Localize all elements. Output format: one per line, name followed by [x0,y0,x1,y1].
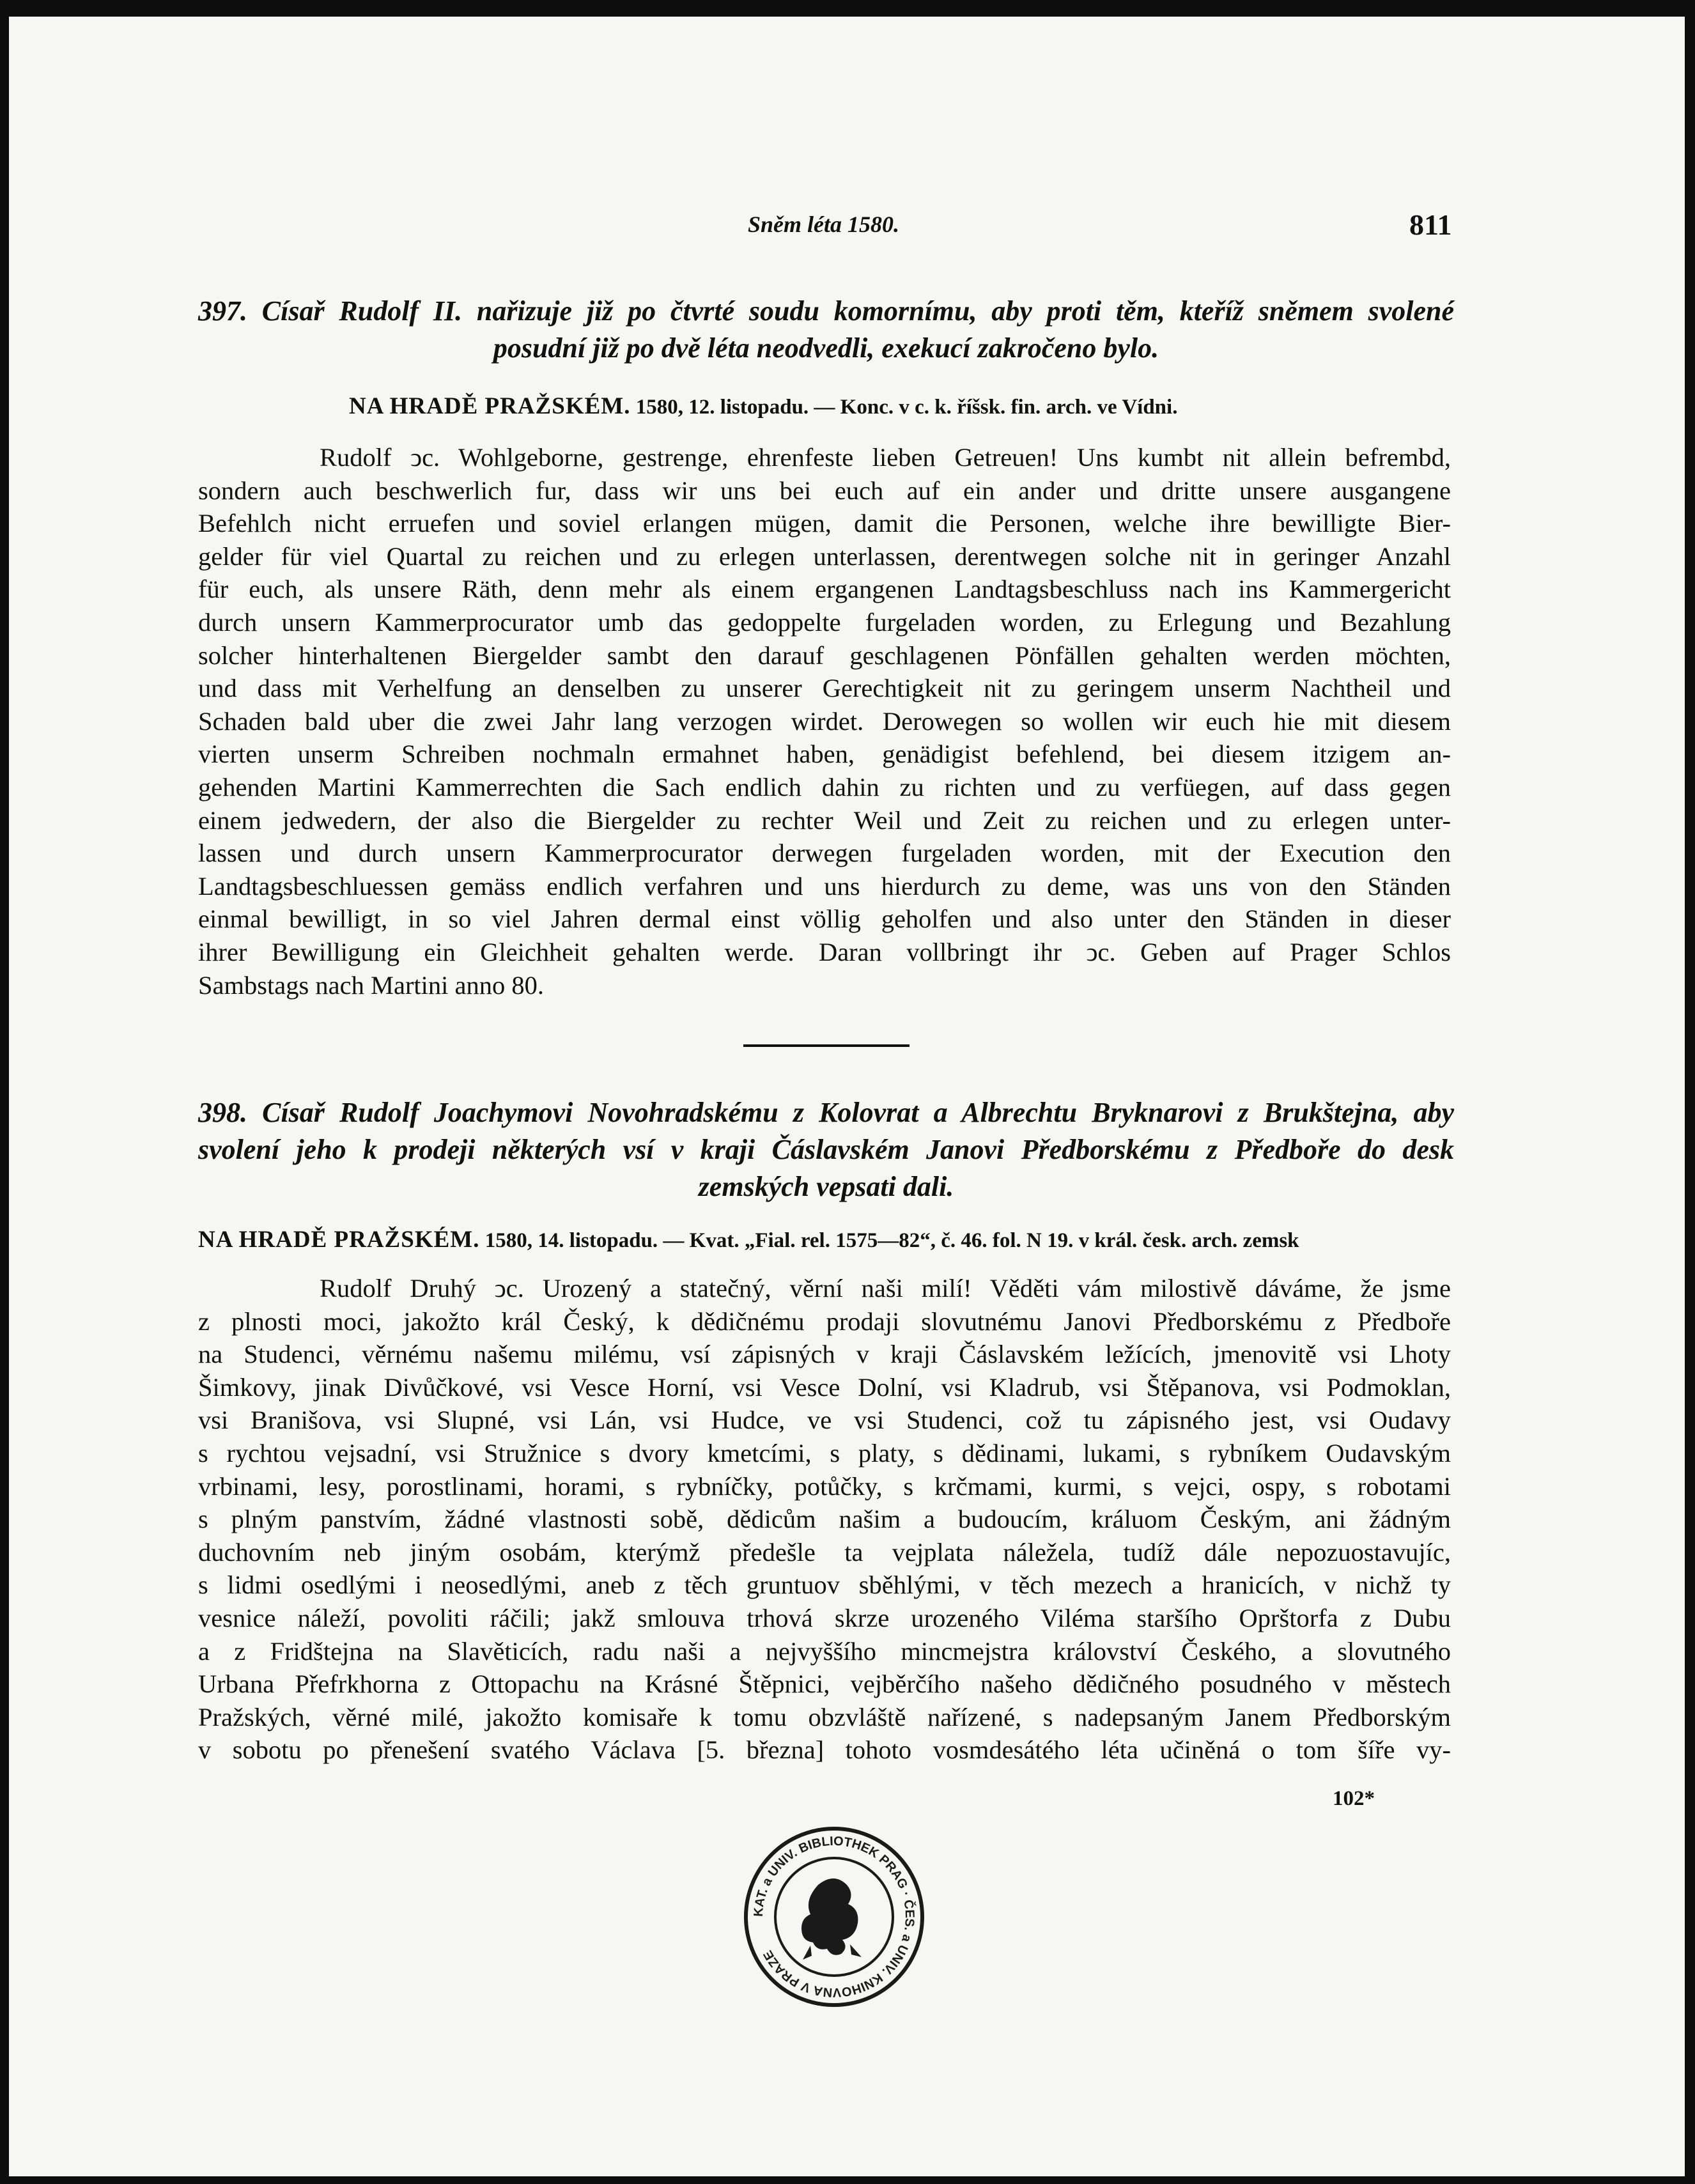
heading-line: 397. Císař Rudolf II. nařizuje již po čtvrté soudu komornímu, aby proti těm, kteříž sněmem svolené [198,295,1454,327]
body-line: einem jedwedern, der also die Biergelder zu rechter Weil und Zeit zu reichen und zu erlegen unter- [198,805,1451,835]
body-line: vrbinami, lesy, porostlinami, horami, s rybníčky, potůčky, s krčmami, kurmi, s vejci, ospy, s robotami [198,1471,1451,1501]
body-line: Rudolf ↄc. Wohlgeborne, gestrenge, ehrenfeste lieben Getreuen! Uns kumbt nit allein befrembd, [320,443,1451,472]
printer-signature-mark: 102* [1333,1787,1375,1810]
body-line: z plnosti moci, jakožto král Český, k dědičnému prodaji slovutnému Janovi Předborskému z Předboře [198,1306,1451,1336]
body-line: Befehlch nicht erruefen und soviel erlangen mügen, damit die Personen, welche ihre bewilligte Bier- [198,509,1451,538]
running-title: Sněm léta 1580. [748,212,900,237]
scan-border-top [0,0,1695,17]
scan-border-right [1685,0,1695,2184]
body-line: Schaden bald uber die zwei Jahr lang verzogen wirdet. Derowegen so wollen wir euch hie mit diesem [198,706,1451,736]
body-line: Pražských, věrné milé, jakožto komisaře k tomu obzvláště nařízené, s nadepsaným Janem Předborským [198,1702,1451,1731]
body-line: a z Fridštejna na Slavěticích, radu naši a nejvyššího mincmejstra království Českého, a slovutného [198,1636,1451,1666]
page-number: 811 [1409,208,1452,241]
source-place: NA HRADĚ PRAŽSKÉM. [198,1227,480,1253]
body-line: solcher hinterhaltenen Biergelder sambt den darauf geschlagenen Pönfällen gehalten werden möchten, [198,640,1451,670]
body-line: Sambstags nach Martini anno 80. [198,970,545,1000]
lion-seal-icon [801,1878,862,1960]
doc-398-source [198,1226,1299,1253]
body-line: vierten unserm Schreiben nochmaln ermahnet haben, genädigist befehlend, bei diesem itzigem an- [198,740,1451,769]
body-line: gelder für viel Quartal zu reichen und zu erlegen unterlassen, derentwegen solche nit in geringer Anzahl [198,541,1451,571]
body-line: und dass mit Verhelfung an denselben zu unserer Gerechtigkeit nit zu geringem unserm Nachtheil und [198,674,1451,703]
stamp-ring-text: KAT. a UNIV. BIBLIOTHEK PRAG · ČES. a UNIV. KNIHOVNA V PRAZE [751,1834,917,2000]
doc-398-body [198,1272,1451,1767]
body-line: lassen und durch unsern Kammerprocurator derwegen furgeladen worden, mit der Execution den [198,839,1451,868]
body-line: ihrer Bewilligung ein Gleichheit gehalten werde. Daran vollbringt ihr ↄc. Geben auf Prager Schlos [198,937,1451,966]
doc-397-source [349,392,1177,420]
doc-397-body [198,441,1451,1002]
heading-line: posudní již po dvě léta neodvedli, exekucí zakročeno bylo. [493,332,1159,364]
body-line: vesnice náleží, povoliti ráčili; jakž smlouva trhová skrze urozeného Viléma staršího Oprštorfa z Dubu [198,1603,1451,1632]
body-line: Landtagsbeschluessen gemäss endlich verfahren und uns hierdurch zu deme, was uns von den Ständen [198,871,1451,901]
body-line: s plným panstvím, žádné vlastnosti sobě, dědicům našim a budoucím, králuom Českým, ani žádným [198,1505,1451,1534]
source-details: 1580, 14. listopadu. — Kvat. „Fial. rel. 1575—82“, č. 46. fol. N 19. v král. česk. arch. zemsk [479,1229,1299,1252]
body-line: s lidmi osedlými i neosedlými, aneb z těch gruntuov sběhlými, v těch mezech a hranicích, v nichž ty [198,1570,1451,1600]
section-divider [743,1044,909,1047]
scan-border-bottom [0,2176,1695,2184]
body-line: durch unsern Kammerprocurator umb das gedoppelte furgeladen worden, zu Erlegung und Bezahlung [198,607,1451,637]
scan-border-left [0,0,9,2184]
heading-line: zemských vepsati dali. [698,1171,954,1202]
body-line: Rudolf Druhý ↄc. Urozený a statečný, věrní naši milí! Věděti vám milostivě dáváme, že jsme [320,1274,1451,1303]
doc-398-heading [198,1094,1454,1205]
body-line: Urbana Přefrkhorna z Ottopachu na Krásné Štěpnici, vejběrčího našeho dědičného posudného v městech [198,1669,1451,1699]
body-line: Šimkovy, jinak Divůčkové, vsi Vesce Horní, vsi Vesce Dolní, vsi Kladrub, vsi Štěpanova, vsi Podmoklan, [198,1372,1451,1402]
doc-397-heading [198,293,1454,367]
source-details: 1580, 12. listopadu. — Konc. v c. k. říšsk. fin. arch. ve Vídni. [630,396,1178,419]
heading-line: 398. Císař Rudolf Joachymovi Novohradskému z Kolovrat a Albrechtu Bryknarovi z Brukštejna, aby [198,1097,1454,1128]
body-line: s rychtou vejsadní, vsi Stružnice s dvory kmetcími, s platy, s dědinami, lukami, s rybníkem Oudavským [198,1438,1451,1468]
body-line: v sobotu po přenešení svatého Václava [5. března] tohoto vosmdesátého léta učiněná o tom šíře vy- [198,1735,1451,1765]
body-line: gehenden Martini Kammerrechten die Sach endlich dahin zu richten und zu verfüegen, auf dass gegen [198,772,1451,802]
body-line: na Studenci, věrnému našemu milému, vsí zápisných v kraji Čáslavském ležících, jmenovitě vsi Lhoty [198,1340,1451,1369]
body-line: duchovním neb jiným osobám, kterýmž předešle ta vejplata náležela, tudíž dále nepozuostavujíc, [198,1537,1451,1567]
body-line: vsi Branišova, vsi Slupné, vsi Lán, vsi Hudce, ve vsi Studenci, což tu zápisného jest, vsi Oudavy [198,1406,1451,1435]
heading-line: svolení jeho k prodeji některých vsí v kraji Čáslavském Janovi Předborskému z Předboře do desk [198,1134,1454,1165]
body-line: einmal bewilligt, in so viel Jahren dermal einst völlig geholfen und also unter den Ständen in dieser [198,904,1451,934]
source-place: NA HRADĚ PRAŽSKÉM. [349,393,631,419]
body-line: sondern auch beschwerlich fur, dass wir uns bei euch auf ein ander und dritte unsere ausgangene [198,476,1451,505]
library-stamp-icon [741,1824,927,2010]
body-line: für euch, als unsere Räth, denn mehr als einem ergangenen Landtagsbeschluss nach ins Kammergericht [198,575,1451,604]
